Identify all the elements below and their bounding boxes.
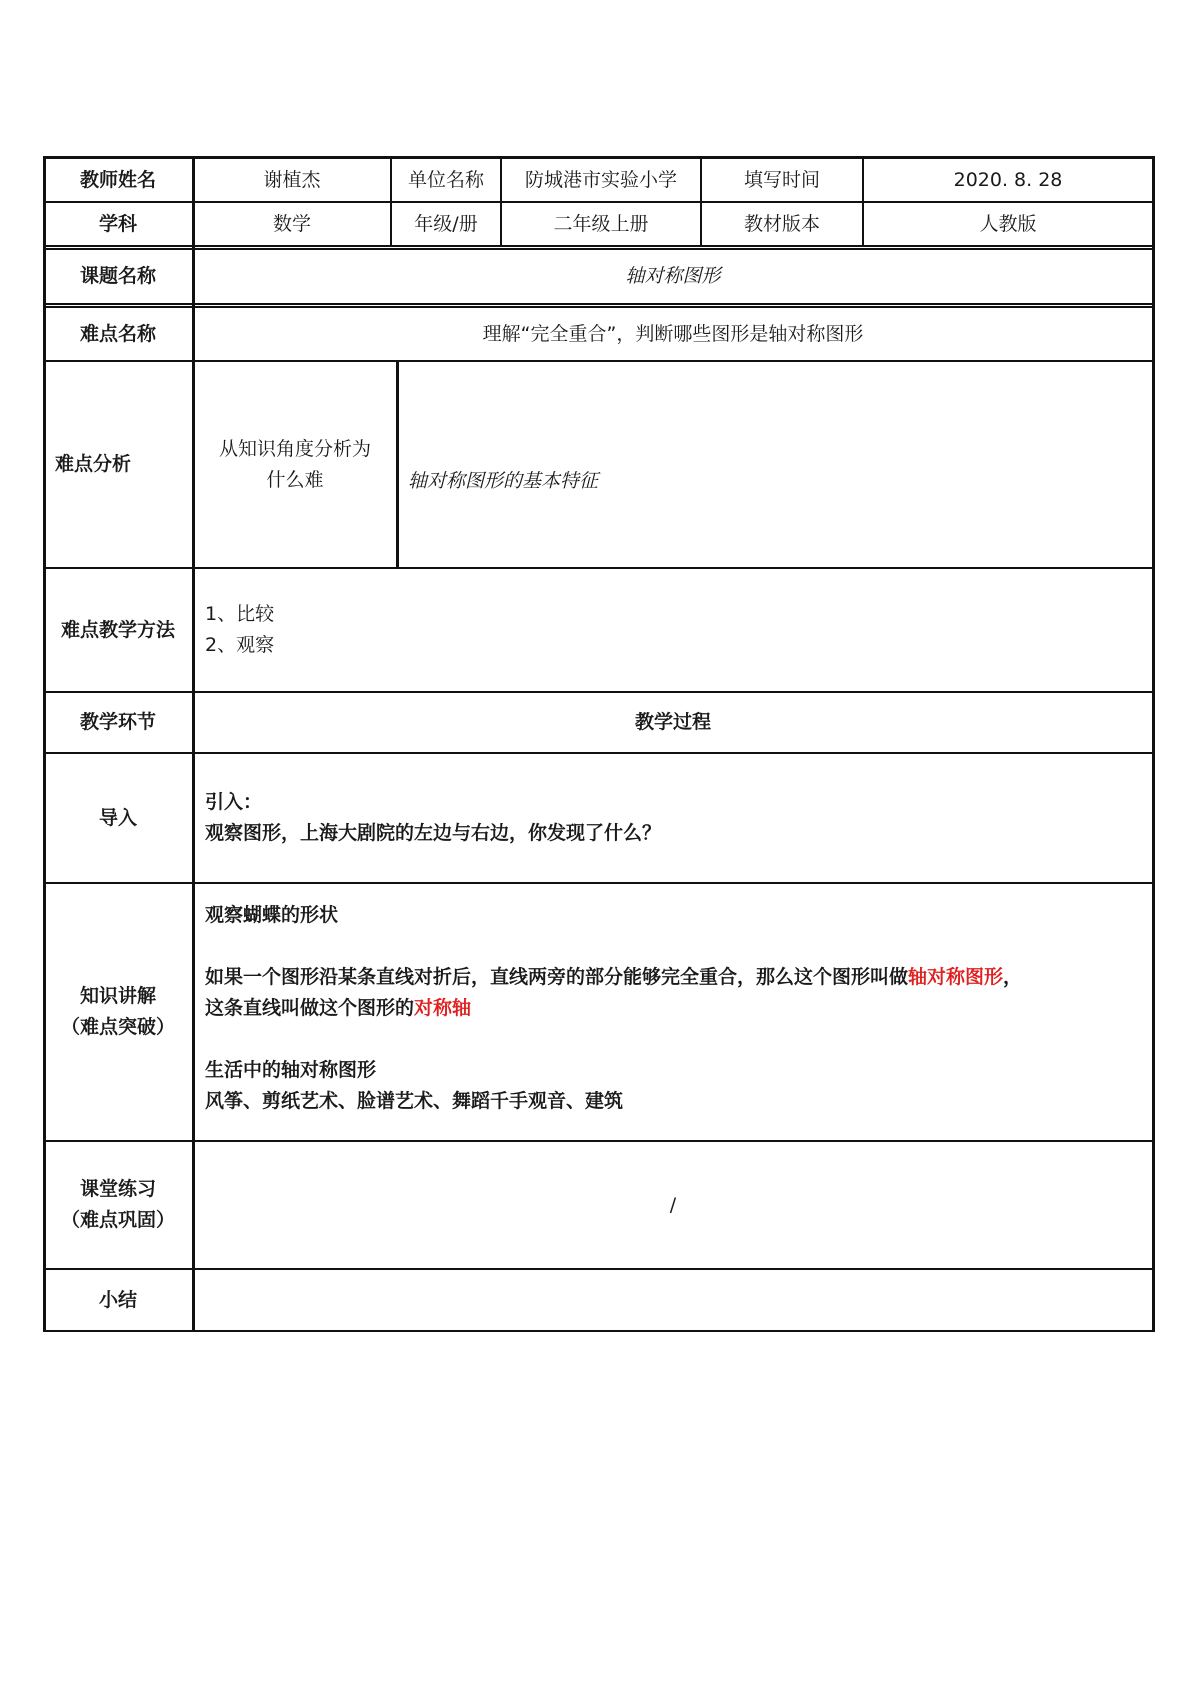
difficulty-label: 难点名称 — [79, 322, 156, 345]
keyword-axisymmetric: 轴对称图形 — [908, 966, 1004, 988]
knowledge-p2-text: 如果一个图形沿某条直线对折后，直线两旁的部分能够完全重合，那么这个图形叫做 — [205, 966, 909, 988]
knowledge-p2-comma: ， — [1003, 966, 1023, 988]
table-border-right — [1152, 156, 1155, 1332]
row-line — [43, 691, 1155, 693]
col-line — [500, 156, 502, 247]
row-line — [43, 1268, 1155, 1270]
difficulty-value: 理解“完全重合”，判断哪些图形是轴对称图形 — [482, 322, 864, 345]
topic-value: 轴对称图形 — [625, 265, 721, 287]
practice-value: / — [669, 1193, 677, 1216]
knowledge-p3-text: 这条直线叫做这个图形的 — [205, 997, 415, 1019]
intro-line-1: 引入： — [205, 791, 263, 813]
knowledge-definition-line1 — [205, 962, 1022, 993]
teacher-name-value: 谢植杰 — [263, 168, 321, 191]
intro-label: 导入 — [98, 806, 137, 829]
method-item-2: 2、观察 — [205, 634, 275, 656]
edition-value: 人教版 — [979, 212, 1037, 235]
subject-value: 数学 — [272, 212, 311, 235]
intro-line-2: 观察图形，上海大剧院的左边与右边，你发现了什么？ — [205, 822, 662, 844]
teacher-name-label: 教师姓名 — [79, 168, 156, 191]
table-border-bottom — [43, 1330, 1155, 1332]
col-line — [862, 156, 864, 247]
row-line — [43, 752, 1155, 754]
row-line — [43, 1140, 1155, 1142]
method-label: 难点教学方法 — [60, 618, 175, 641]
topic-label: 课题名称 — [79, 265, 156, 287]
knowledge-definition-line2 — [205, 993, 471, 1024]
grade-value: 二年级上册 — [553, 212, 649, 235]
analysis-sub-label-line2: 什么难 — [266, 468, 324, 491]
practice-label — [43, 1141, 193, 1269]
row-line — [43, 245, 1155, 247]
process-title: 教学过程 — [634, 711, 711, 733]
keyword-axis: 对称轴 — [414, 997, 472, 1019]
method-item-1: 1、比较 — [205, 603, 275, 625]
analysis-sub-label — [193, 361, 397, 568]
col-line — [700, 156, 702, 247]
knowledge-p5: 风筝、剪纸艺术、脸谱艺术、舞蹈千手观音、建筑 — [205, 1090, 624, 1112]
practice-label-line2: （难点巩固） — [60, 1209, 175, 1231]
grade-label: 年级/册 — [414, 212, 478, 235]
intro-content — [205, 753, 1145, 883]
analysis-sub-label-line1: 从知识角度分析为 — [218, 437, 371, 460]
edition-label: 教材版本 — [743, 212, 820, 235]
label-column-line — [192, 156, 195, 1332]
process-stage-label: 教学环节 — [79, 711, 156, 733]
table-border-top — [43, 156, 1155, 159]
row-line — [43, 360, 1155, 362]
analysis-col-line — [396, 360, 399, 569]
row-line — [43, 201, 1155, 203]
fill-time-value: 2020. 8. 28 — [953, 168, 1063, 191]
practice-label-line1: 课堂练习 — [79, 1178, 156, 1200]
row-line — [43, 303, 1155, 305]
subject-label: 学科 — [98, 212, 137, 235]
row-line — [43, 248, 1155, 250]
knowledge-label — [43, 883, 193, 1141]
knowledge-label-line1: 知识讲解 — [79, 985, 156, 1007]
knowledge-p4: 生活中的轴对称图形 — [205, 1059, 377, 1081]
row-line — [43, 882, 1155, 884]
knowledge-p1: 观察蝴蝶的形状 — [205, 904, 339, 926]
unit-name-value: 防城港市实验小学 — [524, 168, 677, 191]
table-border-left — [43, 156, 46, 1332]
analysis-value: 轴对称图形的基本特征 — [408, 469, 599, 492]
row-line — [43, 306, 1155, 308]
summary-value — [193, 1269, 1153, 1331]
analysis-label: 难点分析 — [55, 453, 132, 475]
col-line — [390, 156, 392, 247]
knowledge-content — [205, 900, 1150, 1130]
knowledge-label-line2: （难点突破） — [60, 1016, 175, 1038]
unit-name-label: 单位名称 — [407, 168, 484, 191]
method-list — [205, 568, 1145, 692]
row-line — [43, 567, 1155, 569]
fill-time-label: 填写时间 — [743, 168, 820, 191]
summary-label: 小结 — [98, 1288, 137, 1311]
